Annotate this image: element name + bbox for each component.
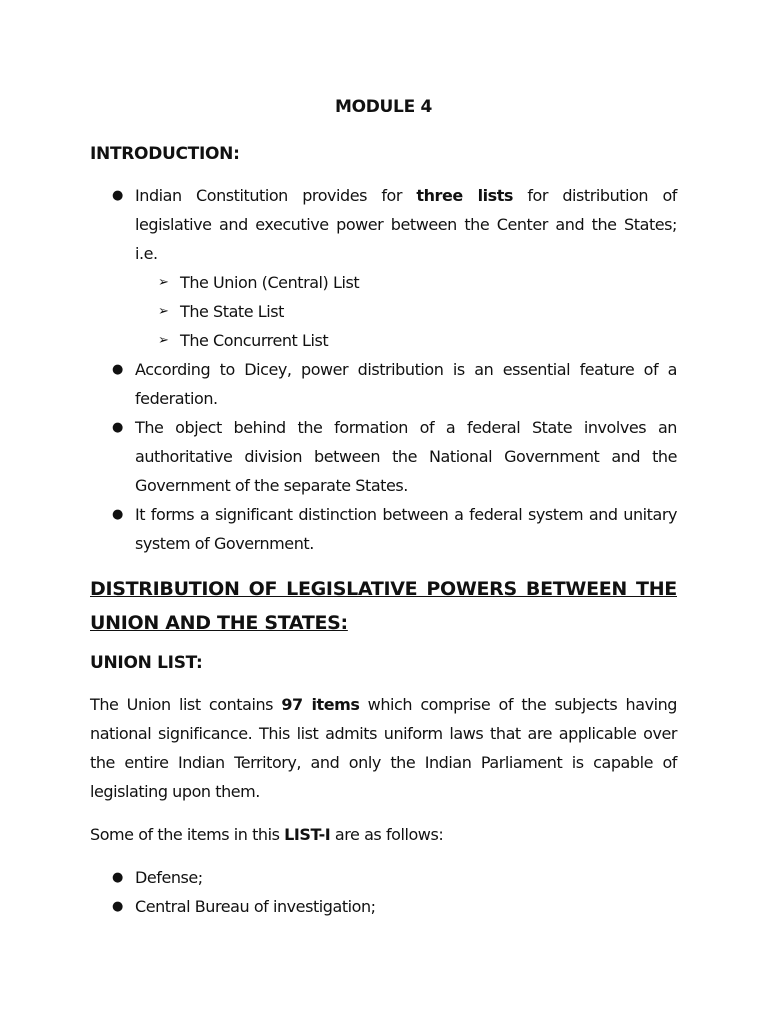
paragraph-text-bold: LIST-I: [284, 825, 331, 844]
list-one-intro-paragraph: [90, 820, 677, 849]
list-item: [90, 892, 677, 921]
bullet-icon: ●: [112, 507, 123, 522]
arrow-bullet-icon: ➢: [158, 275, 169, 290]
sub-list-item: [135, 297, 677, 326]
union-items-list: [90, 863, 677, 921]
list-item: [90, 500, 677, 558]
sub-list-text: The Concurrent List: [180, 331, 329, 350]
list-item: [90, 413, 677, 500]
bullet-text: Indian Constitution provides for: [135, 186, 417, 205]
document-content: [90, 94, 677, 921]
bullet-text-bold: three lists: [416, 186, 513, 205]
bullet-text: The object behind the formation of a federal State involves an authoritative division between the National Government and the Government of the separate States.: [135, 418, 677, 495]
paragraph-text: The Union list contains: [90, 695, 282, 714]
union-list-paragraph: [90, 690, 677, 806]
introduction-bullet-list: [90, 181, 677, 558]
bullet-icon: ●: [112, 899, 123, 914]
sub-list-text: The State List: [180, 302, 284, 321]
bullet-text: Defense;: [135, 868, 203, 887]
arrow-bullet-icon: ➢: [158, 333, 169, 348]
bullet-icon: ●: [112, 420, 123, 435]
paragraph-text-bold: 97 items: [281, 695, 360, 714]
module-title: MODULE 4: [334, 97, 433, 117]
paragraph-text: are as follows:: [330, 825, 444, 844]
bullet-text: According to Dicey, power distribution is an essential feature of a federation.: [135, 360, 677, 408]
sub-list-text: The Union (Central) List: [180, 273, 360, 292]
bullet-icon: ●: [112, 362, 123, 377]
list-item: [90, 355, 677, 413]
lists-sub-list: [135, 268, 677, 355]
introduction-heading: INTRODUCTION:: [90, 144, 240, 164]
paragraph-text: Some of the items in this: [90, 825, 285, 844]
union-list-heading: UNION LIST:: [90, 653, 203, 673]
bullet-icon: ●: [112, 870, 123, 885]
distribution-heading: DISTRIBUTION OF LEGISLATIVE POWERS BETWEEN THE UNION AND THE STATES:: [90, 578, 677, 634]
list-item: [90, 181, 677, 355]
list-item: [90, 863, 677, 892]
bullet-text: Central Bureau of investigation;: [135, 897, 376, 916]
bullet-text: for distribution of legislative and executive power between the Center and the States; i.e.: [135, 186, 677, 263]
sub-list-item: [135, 326, 677, 355]
sub-list-item: [135, 268, 677, 297]
bullet-icon: ●: [112, 188, 123, 203]
bullet-text: It forms a significant distinction between a federal system and unitary system of Government.: [135, 505, 677, 553]
paragraph-text: which comprise of the subjects having national significance. This list admits uniform laws that are applicable over the entire Indian Territory, and only the Indian Parliament is capable of legislating upon them.: [90, 695, 677, 801]
arrow-bullet-icon: ➢: [158, 304, 169, 319]
